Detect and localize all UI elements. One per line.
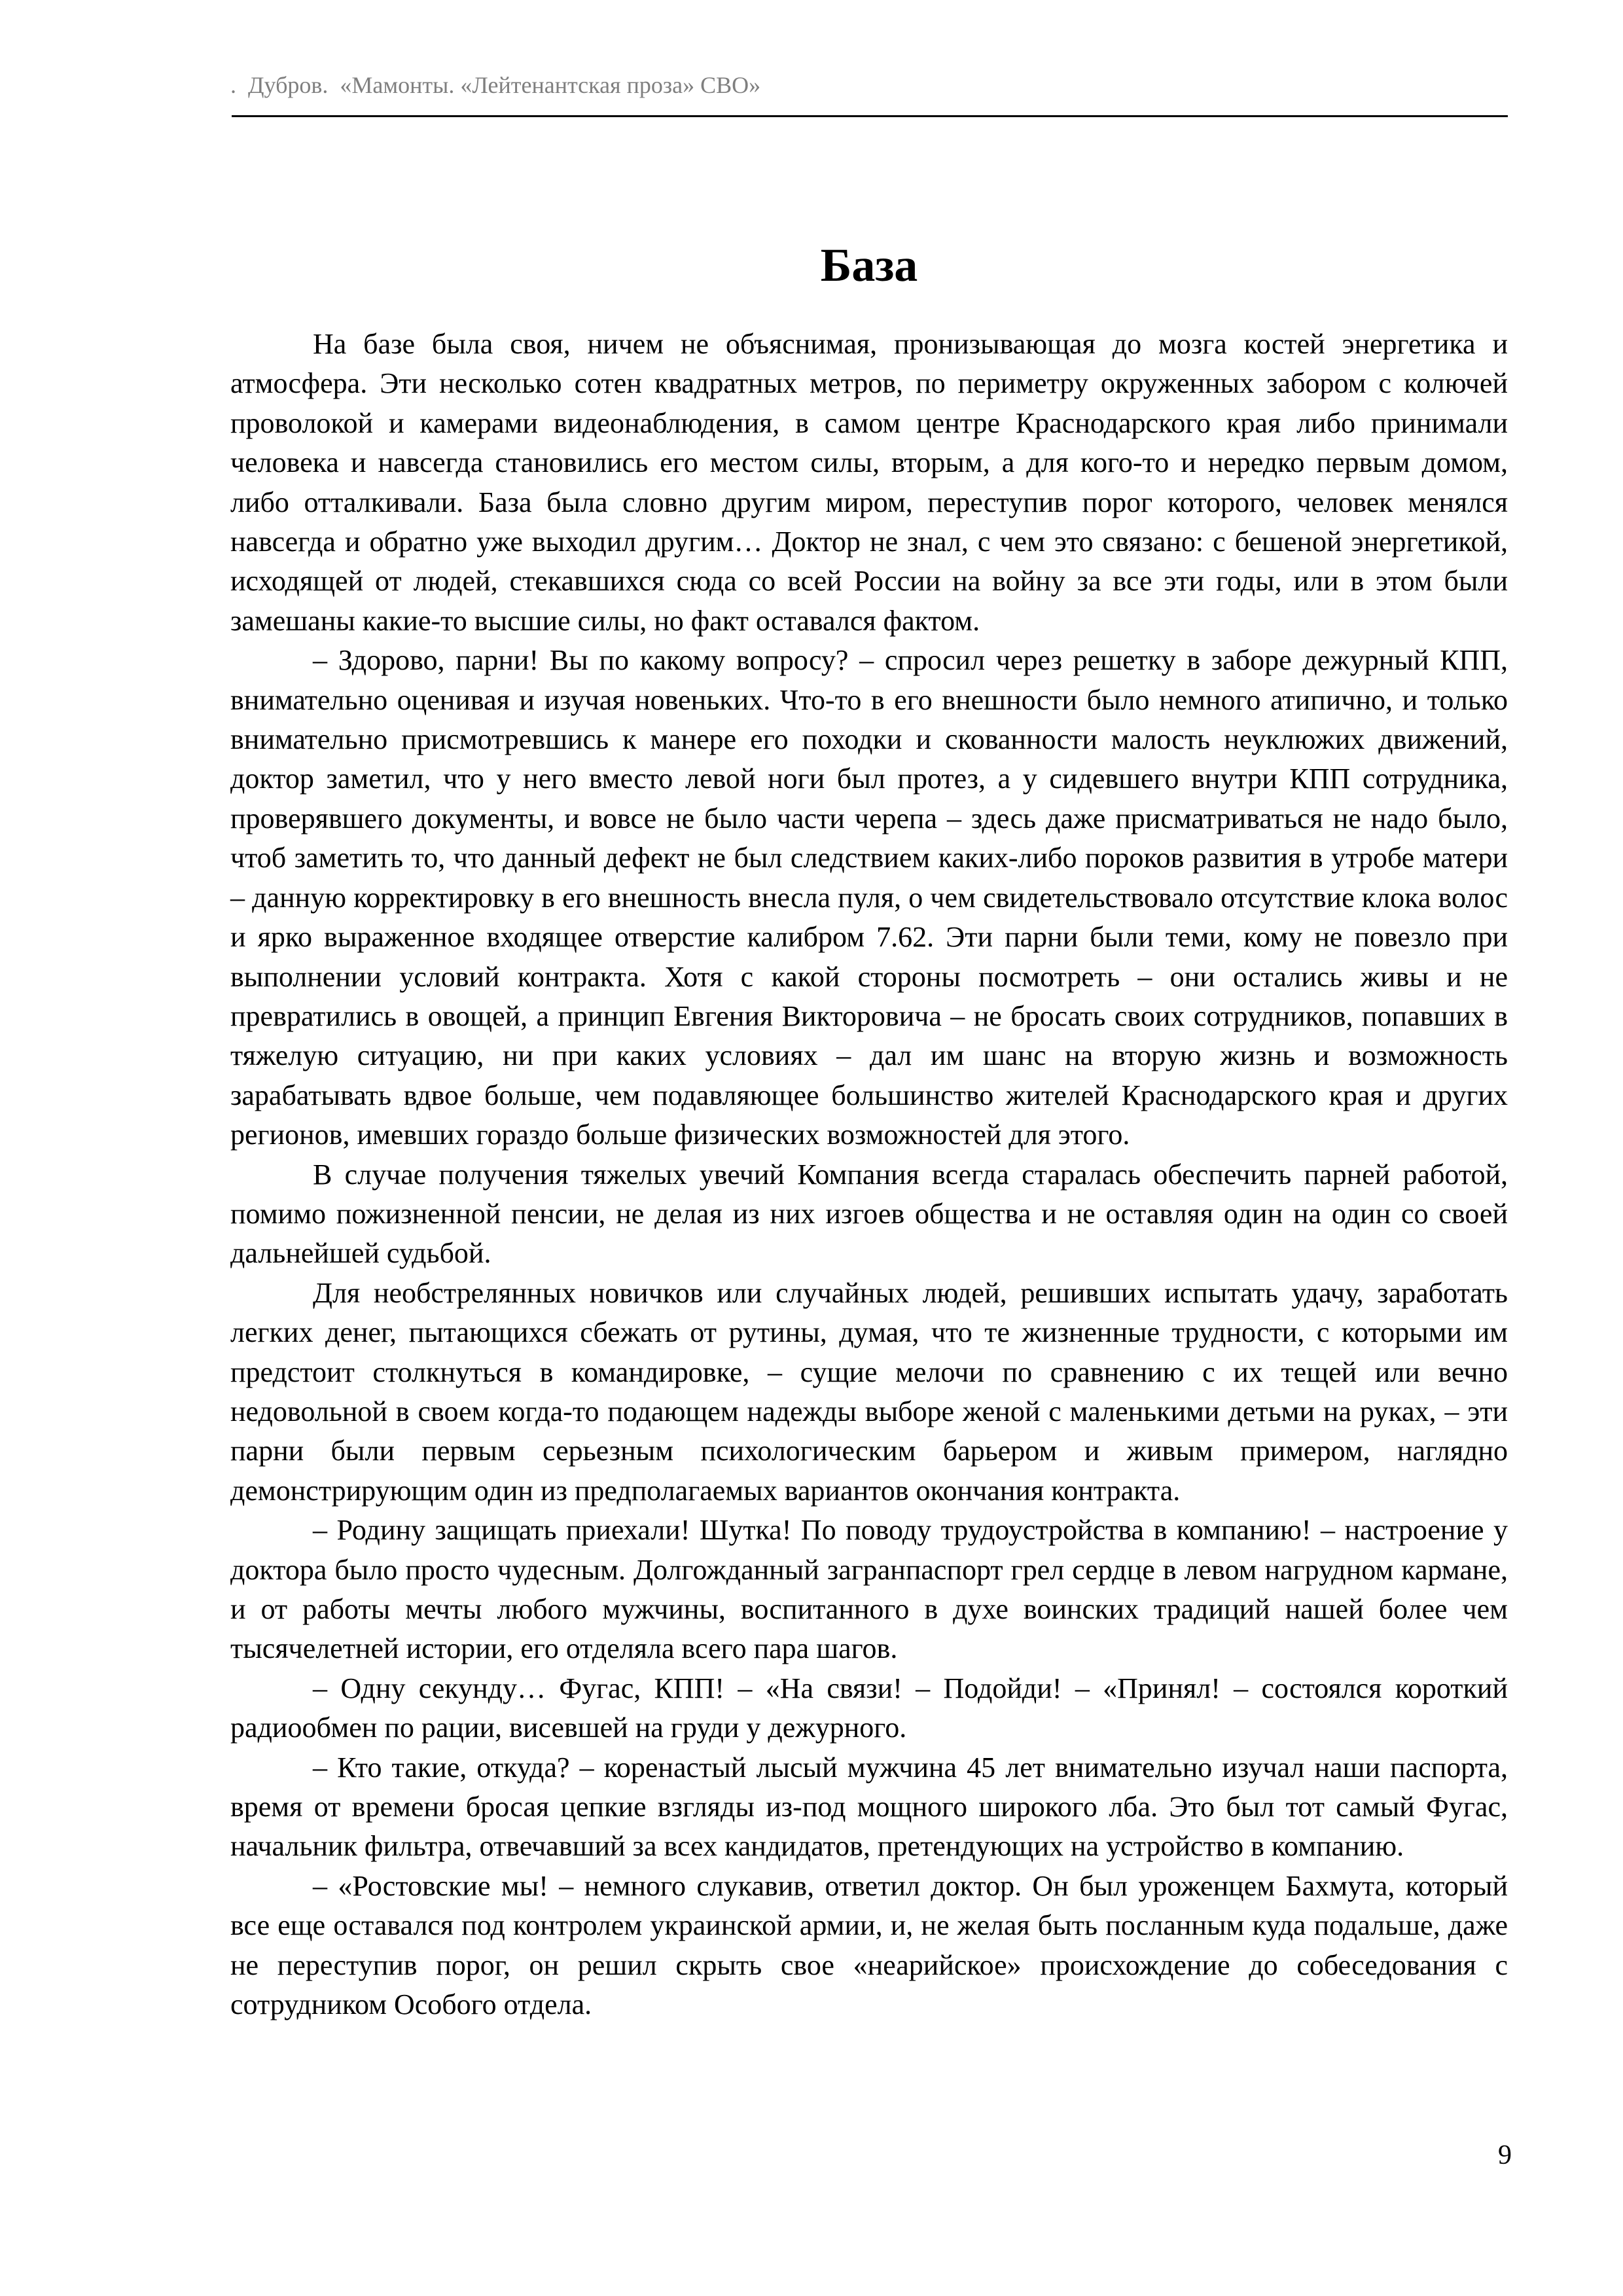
paragraph: – Кто такие, откуда? – коренастый лысый мужчина 45 лет внимательно изучал наши паспорта, время от времени бросая цепкие взгляды из-под мощного широкого лба. Это был тот самый Фугас, начальник фильтра, отвечавший за всех кандидатов, претендующих на устройство в компанию. — [230, 1751, 1508, 1863]
paragraph: – Здорово, парни! Вы по какому вопросу? – спросил через решетку в заборе дежурный КПП, внимательно оценивая и изучая новеньких. Что-то в его внешности было немного атипично, и только внимательно присмотревшись к манере его походки и скованности малость неуклюжих движений, доктор заметил, что у него вместо левой ноги был протез, а у сидевшего внутри КПП сотрудника, проверявшего документы, и вовсе не было части черепа – здесь даже присматриваться не надо было, чтоб заметить то, что данный дефект не был следствием каких-либо пороков развития в утробе матери – данную корректировку в его внешность внесла пуля, о чем свидетельствовало отсутствие клока волос и ярко выраженное входящее отверстие калибром 7.62. Эти парни были теми, кому не повезло при выполнении условий контракта. Хотя с какой стороны посмотреть – они остались живы и не превратились в овощей, а принцип Евгения Викторовича – не бросать своих сотрудников, попавших в тяжелую ситуацию, ни при каких условиях – дал им шанс на вторую жизнь и возможность зарабатывать вдвое больше, чем подавляющее большинство жителей Краснодарского края и других регионов, имевших гораздо больше физических возможностей для этого. — [230, 644, 1508, 1151]
running-header: . Дубров. «Мамонты. «Лейтенантская проза» СВО» — [230, 72, 761, 98]
paragraph: На базе была своя, ничем не объяснимая, пронизывающая до мозга костей энергетика и атмосфера. Эти несколько сотен квадратных метров, по периметру окруженных забором с колючей проволокой и камерами видеонаблюдения, в самом центре Краснодарского края либо принимали человека и навсегда становились его местом силы, вторым, а для кого-то и нередко первым домом, либо отталкивали. База была словно другим миром, переступив порог которого, человек менялся навсегда и обратно уже выходил другим… Доктор не знал, с чем это связано: с бешеной энергетикой, исходящей от людей, стекавшихся сюда со всей России на войну за все эти годы, или в этом были замешаны какие-то высшие силы, но факт оставался фактом. — [230, 328, 1508, 637]
paragraph: Для необстрелянных новичков или случайных людей, решивших испытать удачу, заработать легких денег, пытающихся сбежать от рутины, думая, что те жизненные трудности, с которыми им предстоит столкнуться в командировке, – сущие мелочи по сравнению с их тещей или вечно недовольной в своем когда-то подающем надежды выборе женой с маленькими детьми на руках, – эти парни были первым серьезным психологическим барьером и живым примером, наглядно демонстрирующим один из предполагаемых вариантов окончания контракта. — [230, 1276, 1508, 1507]
paragraph: – Родину защищать приехали! Шутка! По поводу трудоустройства в компанию! – настроение у доктора было просто чудесным. Долгожданный загранпаспорт грел сердце в левом нагрудном кармане, и от работы мечты любого мужчины, воспитанного в духе воинских традиций нашей более чем тысячелетней истории, его отделяла всего пара шагов. — [230, 1514, 1508, 1665]
body-text — [230, 325, 1508, 2024]
header-divider — [232, 115, 1508, 117]
chapter-title: База — [820, 239, 918, 291]
paragraph: В случае получения тяжелых увечий Компания всегда старалась обеспечить парней работой, помимо пожизненной пенсии, не делая из них изгоев общества и не оставляя один на один со своей дальнейшей судьбой. — [230, 1158, 1508, 1270]
paragraph: – Одну секунду… Фугас, КПП! – «На связи! – Подойди! – «Принял! – состоялся короткий радиообмен по рации, висевшей на груди у дежурного. — [230, 1672, 1508, 1744]
paragraph: – «Ростовские мы! – немного слукавив, ответил доктор. Он был уроженцем Бахмута, который все еще оставался под контролем украинской армии, и, не желая быть посланным куда подальше, даже не переступив порог, он решил скрыть свое «неарийское» происхождение до собеседования с сотрудником Особого отдела. — [230, 1869, 1508, 2021]
page-number: 9 — [1498, 2140, 1512, 2170]
